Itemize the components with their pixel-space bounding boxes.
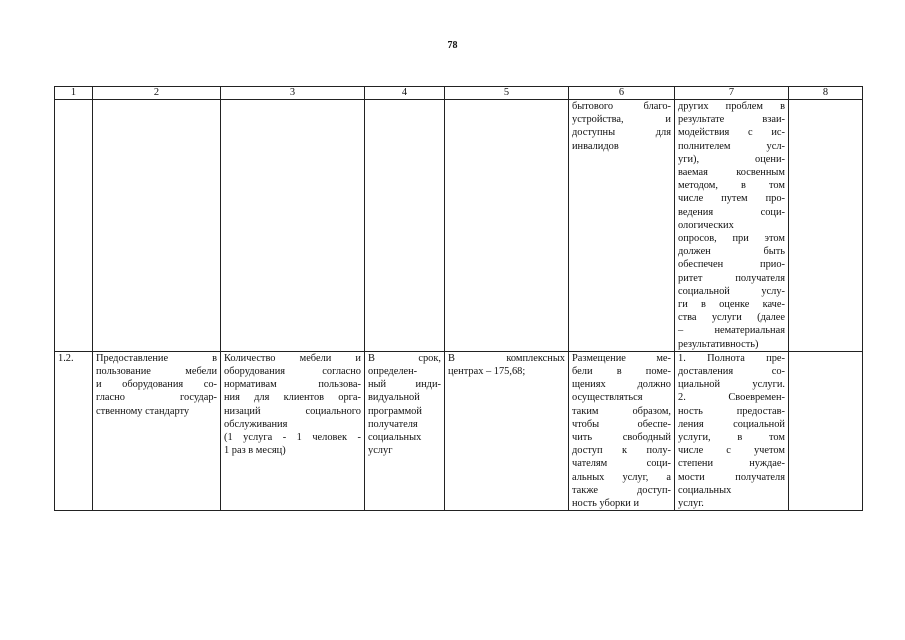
cell-text-line: обеспечен прио- — [678, 259, 785, 271]
cell-text-line: результативность) — [678, 338, 759, 350]
quality-indicators-cell — [675, 100, 789, 352]
column-header: 4 — [365, 87, 445, 100]
cell-text-line: 1. Полнота пре- — [678, 352, 785, 364]
column-header: 5 — [445, 87, 569, 100]
cell-text-line: 1.2. — [58, 352, 74, 364]
column-header: 3 — [221, 87, 365, 100]
cell-text-line: ления социальной — [678, 418, 785, 430]
cell-text-line: В срок, — [368, 352, 441, 364]
service-name-cell — [93, 351, 221, 510]
cell-text-line: В комплексных — [448, 352, 565, 364]
cell-text-line: модействия с ис- — [678, 127, 785, 139]
cell-text-line: и оборудования со- — [96, 379, 217, 391]
cell-text-line: также доступ- — [572, 484, 671, 496]
cell-text-line: бели в поме- — [572, 366, 671, 378]
tariff-cell — [445, 351, 569, 510]
cell-text-line: таким образом, — [572, 405, 671, 417]
cell-text-line: Предоставление в — [96, 352, 217, 364]
service-standards-table — [54, 86, 863, 511]
cell-text-line: ведения соци- — [678, 206, 785, 218]
volume-cell — [221, 100, 365, 352]
quality-indicators-cell — [675, 351, 789, 510]
cell-text-line: бытового благо- — [572, 101, 671, 112]
cell-text-line: пользование мебели — [96, 366, 217, 378]
cell-text-line: оборудования согласно — [224, 366, 361, 378]
cell-text-line: программой — [368, 405, 422, 417]
column-number-row — [55, 87, 863, 100]
cell-text-line: инвалидов — [572, 140, 619, 152]
cell-text-line: гласно государ- — [96, 392, 217, 404]
cell-text-line: Количество мебели и — [224, 352, 361, 364]
cell-text-line: 2. Своевремен- — [678, 392, 785, 404]
cell-text-line: Размещение ме- — [572, 352, 671, 364]
tariff-cell — [445, 100, 569, 352]
cell-text-line: степени нуждае- — [678, 458, 785, 470]
cell-text-line: социальных — [368, 432, 422, 444]
cell-text-line: услуг — [368, 445, 393, 457]
cell-text-line: – нематериальная — [678, 325, 785, 337]
cell-text-line: доставления со- — [678, 366, 785, 378]
cell-text-line: чателям соци- — [572, 458, 671, 470]
cell-text-line: результате взаи- — [678, 114, 785, 126]
cell-text-line: (1 услуга - 1 человек - — [224, 432, 361, 444]
cell-text-line: чтобы обеспе- — [572, 418, 671, 430]
cell-text-line: ритет получателя — [678, 272, 785, 284]
column-header: 7 — [675, 87, 789, 100]
cell-text-line: нормативам пользова- — [224, 379, 361, 391]
cell-text-line: определен- — [368, 366, 418, 378]
table-row — [55, 351, 863, 510]
cell-text-line: центрах – 175,68; — [448, 366, 526, 378]
cell-text-line: осуществляться — [572, 392, 643, 404]
cell-text-line: ность предостав- — [678, 405, 785, 417]
cell-text-line: методом, в том — [678, 180, 785, 192]
cell-text-line: обслуживания — [224, 418, 288, 430]
cell-text-line: других проблем в — [678, 101, 785, 112]
cell-text-line: мости получателя — [678, 471, 785, 483]
cell-text-line: ность уборки и — [572, 498, 640, 510]
cell-text-line: числе путем про- — [678, 193, 785, 205]
cell-text-line: циальной услуги. — [678, 379, 785, 391]
cell-text-line: услуги, в том — [678, 432, 785, 444]
cell-text-line: ственному стандарту — [96, 405, 190, 417]
cell-text-line: числе с учетом — [678, 445, 785, 457]
cell-text-line: получателя — [368, 418, 418, 430]
cell-text-line: опросов, при этом — [678, 233, 785, 245]
cell-text-line: ологических — [678, 219, 734, 231]
cell-text-line: ги в оценке каче- — [678, 299, 785, 311]
cell-text-line: устройства, и — [572, 114, 671, 126]
cell-text-line: ния для клиентов орга- — [224, 392, 361, 404]
column-header: 2 — [93, 87, 221, 100]
table-row — [55, 100, 863, 352]
column-header: 1 — [55, 87, 93, 100]
conditions-cell — [569, 100, 675, 352]
conditions-cell — [569, 351, 675, 510]
notes-cell — [789, 100, 863, 352]
cell-text-line: ваемая косвенным — [678, 167, 785, 179]
service-name-cell — [93, 100, 221, 352]
cell-text-line: низаций социального — [224, 405, 361, 417]
column-header: 6 — [569, 87, 675, 100]
term-cell — [365, 100, 445, 352]
volume-cell — [221, 351, 365, 510]
cell-text-line: ный инди- — [368, 379, 441, 391]
page-number: 78 — [447, 40, 458, 51]
notes-cell — [789, 351, 863, 510]
row-number-cell — [55, 100, 93, 352]
cell-text-line: полнителем усл- — [678, 140, 785, 152]
cell-text-line: щениях должно — [572, 379, 671, 391]
row-number-cell — [55, 351, 93, 510]
cell-text-line: чить свободный — [572, 432, 671, 444]
cell-text-line: социальной услу- — [678, 285, 785, 297]
cell-text-line: ства услуги (далее — [678, 312, 785, 324]
term-cell — [365, 351, 445, 510]
cell-text-line: видуальной — [368, 392, 420, 404]
cell-text-line: доступны для — [572, 127, 671, 139]
cell-text-line: альных услуг, а — [572, 471, 671, 483]
cell-text-line: должен быть — [678, 246, 785, 258]
column-header: 8 — [789, 87, 863, 100]
cell-text-line: социальных — [678, 484, 732, 496]
cell-text-line: уги), оцени- — [678, 153, 785, 165]
cell-text-line: 1 раз в месяц) — [224, 445, 286, 457]
cell-text-line: доступ к полу- — [572, 445, 671, 457]
cell-text-line: услуг. — [678, 498, 704, 510]
